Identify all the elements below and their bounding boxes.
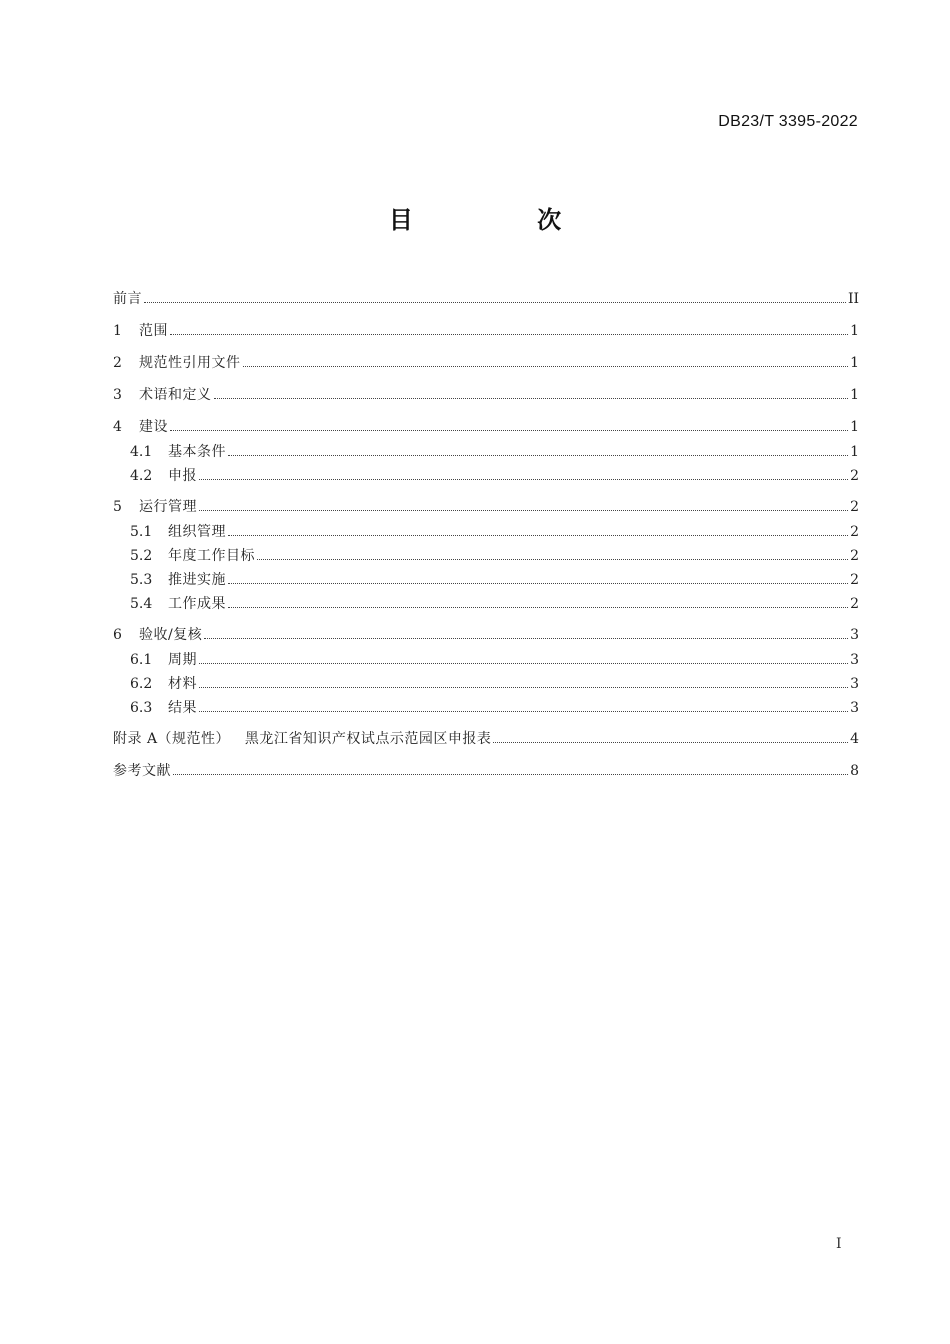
toc-entry-label: 申报 — [168, 468, 197, 484]
toc-entry-label: 验收/复核 — [139, 627, 203, 643]
toc-entry-page: 2 — [850, 572, 859, 588]
toc-entry-page: 1 — [850, 355, 859, 371]
dot-leader — [257, 558, 848, 560]
standard-code: DB23/T 3395-2022 — [718, 113, 858, 130]
toc-entry-number: 1 — [113, 323, 122, 339]
toc-entry-page: 4 — [850, 731, 859, 747]
toc-entry[interactable] — [113, 384, 859, 404]
toc-entry[interactable] — [113, 320, 859, 340]
toc-entry-number: 2 — [113, 355, 122, 371]
toc-entry-label: 周期 — [168, 652, 197, 668]
toc-entry-label: 附录 A（规范性） 黑龙江省知识产权试点示范园区申报表 — [113, 731, 492, 747]
toc-entry[interactable] — [113, 624, 859, 644]
dot-leader — [228, 534, 848, 536]
toc-entry-number: 6.3 — [130, 700, 153, 716]
dot-leader — [214, 397, 849, 399]
dot-leader — [243, 365, 849, 367]
toc-entry-label: 推进实施 — [168, 572, 226, 588]
page-number: I — [836, 1236, 842, 1252]
dot-leader — [173, 773, 848, 775]
dot-leader — [170, 429, 848, 431]
toc-entry-label: 基本条件 — [168, 444, 226, 460]
page-title: 目 次 — [388, 206, 620, 234]
toc-entry-label: 前言 — [113, 291, 142, 307]
toc-entry-label: 术语和定义 — [139, 387, 212, 403]
toc-entry-page: 3 — [850, 627, 859, 643]
toc-entry-page: 1 — [850, 419, 859, 435]
toc-entry-number: 3 — [113, 387, 122, 403]
toc-entry-page: 3 — [850, 652, 859, 668]
toc-entry-number: 5.1 — [130, 524, 153, 540]
toc-entry[interactable] — [113, 416, 859, 436]
toc-entry-number: 5 — [113, 499, 122, 515]
toc-entry-label: 参考文献 — [113, 763, 171, 779]
toc-entry-label: 结果 — [168, 700, 197, 716]
toc-entry[interactable] — [113, 288, 859, 308]
toc-entry-label: 运行管理 — [139, 499, 197, 515]
toc-entry-page: 3 — [850, 700, 859, 716]
toc-entry-number: 5.3 — [130, 572, 153, 588]
toc-entry-number: 4 — [113, 419, 122, 435]
dot-leader — [144, 301, 846, 303]
toc-entry[interactable] — [113, 760, 859, 780]
dot-leader — [199, 509, 848, 511]
toc-entry-label: 组织管理 — [168, 524, 226, 540]
toc-entry[interactable] — [113, 569, 859, 589]
toc-entry-page: 2 — [850, 468, 859, 484]
dot-leader — [199, 710, 848, 712]
toc-entry-page: 1 — [850, 387, 859, 403]
toc-entry-page: 2 — [850, 499, 859, 515]
toc-entry-label: 材料 — [168, 676, 197, 692]
toc-entry[interactable] — [113, 496, 859, 516]
toc-entry-page: 1 — [850, 323, 859, 339]
toc-entry-number: 6.1 — [130, 652, 153, 668]
toc-entry-number: 5.4 — [130, 596, 153, 612]
toc-entry[interactable] — [113, 593, 859, 613]
dot-leader — [170, 333, 848, 335]
toc-entry[interactable] — [113, 521, 859, 541]
toc-entry[interactable] — [113, 441, 859, 461]
toc-entry-page: 8 — [850, 763, 859, 779]
toc-entry[interactable] — [113, 649, 859, 669]
toc-entry-label: 范围 — [139, 323, 168, 339]
dot-leader — [493, 741, 848, 743]
toc-entry[interactable] — [113, 728, 859, 748]
dot-leader — [228, 582, 848, 584]
toc-entry[interactable] — [113, 545, 859, 565]
toc-entry-label: 规范性引用文件 — [139, 355, 241, 371]
toc-entry-page: 2 — [850, 548, 859, 564]
toc-entry-number: 6.2 — [130, 676, 153, 692]
toc-entry[interactable] — [113, 673, 859, 693]
toc-entry[interactable] — [113, 465, 859, 485]
toc-entry-page: 3 — [850, 676, 859, 692]
toc-entry-label: 建设 — [139, 419, 168, 435]
toc-entry-page: II — [847, 291, 859, 307]
toc-entry[interactable] — [113, 352, 859, 372]
dot-leader — [199, 478, 848, 480]
toc-entry-number: 5.2 — [130, 548, 153, 564]
toc-entry-number: 4.1 — [130, 444, 153, 460]
toc-entry[interactable] — [113, 697, 859, 717]
toc-entry-number: 6 — [113, 627, 122, 643]
dot-leader — [199, 662, 848, 664]
toc-entry-page: 2 — [850, 524, 859, 540]
toc-entry-page: 1 — [850, 444, 859, 460]
dot-leader — [228, 454, 848, 456]
toc-entry-page: 2 — [850, 596, 859, 612]
toc-entry-label: 年度工作目标 — [168, 548, 255, 564]
dot-leader — [228, 606, 848, 608]
toc-entry-label: 工作成果 — [168, 596, 226, 612]
toc-entry-number: 4.2 — [130, 468, 153, 484]
dot-leader — [204, 637, 848, 639]
dot-leader — [199, 686, 848, 688]
